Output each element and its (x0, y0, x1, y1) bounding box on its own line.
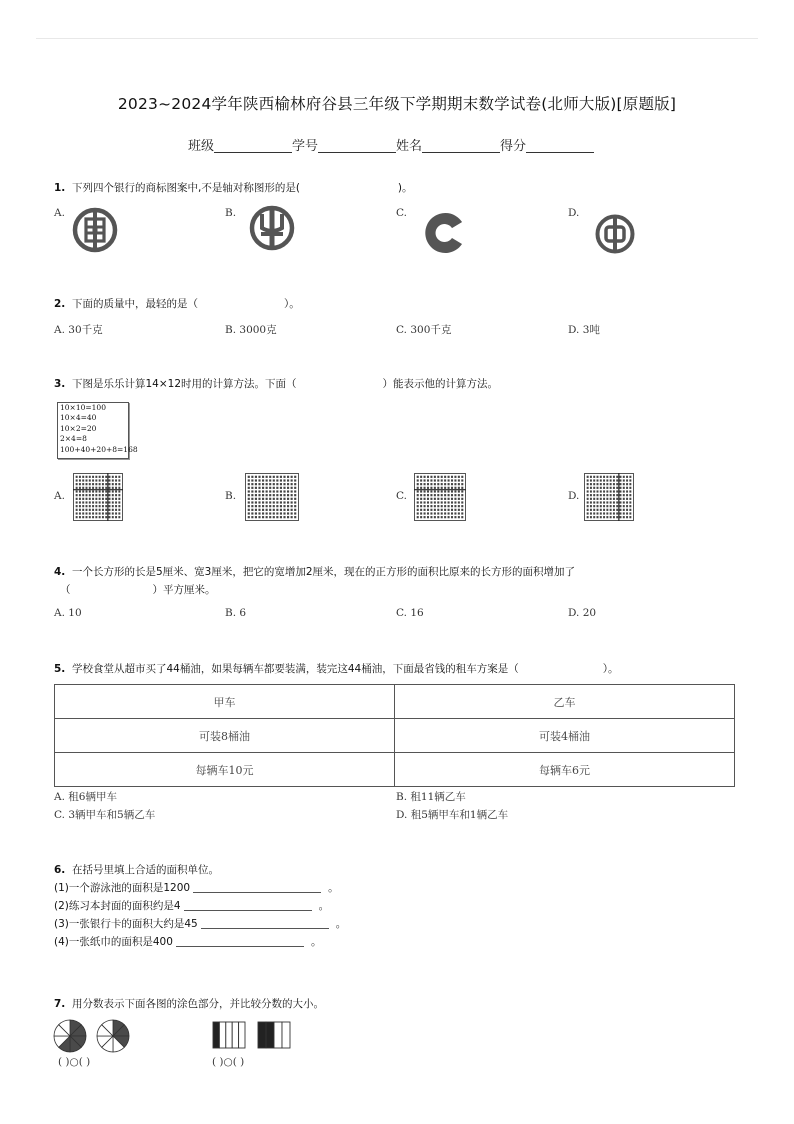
boc-logo-icon (594, 213, 636, 255)
pie-chart-left (53, 1019, 87, 1053)
student-info-row (188, 135, 594, 154)
dot-grid-option-c (414, 473, 466, 521)
question-text: 在括号里填上合适的面积单位。 (71, 864, 219, 876)
question-6 (54, 862, 219, 877)
bar-segment (213, 1022, 219, 1048)
question-7 (54, 996, 324, 1011)
table-cell: 每辆车10元 (55, 753, 395, 787)
q6-item-1 (54, 880, 339, 895)
name-blank (422, 138, 500, 153)
item-end: 。 (335, 918, 347, 930)
calc-line: 10×4=40 (60, 413, 97, 423)
calc-line: 100+40+20+8=168 (60, 444, 138, 454)
ccb-logo-icon (422, 210, 468, 256)
question-open: （ (60, 584, 71, 596)
table-cell: 可装4桶油 (395, 719, 735, 753)
bar-figure-left (212, 1021, 246, 1049)
rental-table (54, 684, 735, 787)
question-number: 1. (54, 182, 66, 194)
question-number: 2. (54, 298, 66, 310)
question-number: 7. (54, 998, 66, 1010)
item-end: 。 (328, 882, 339, 894)
q5-option-d: D. 租5辆甲车和1辆乙车 (396, 809, 509, 821)
question-3 (54, 376, 498, 391)
header-rule (36, 38, 758, 39)
question-close: ）平方厘米。 (152, 584, 216, 596)
question-text: 下列四个银行的商标图案中,不是轴对称图形的是( (71, 182, 300, 194)
question-close: ）。 (602, 663, 619, 675)
q2-option-b: B. 3000克 (225, 324, 277, 336)
q1-option-a-label: A. (54, 207, 65, 219)
calc-line: 2×4=8 (60, 434, 87, 444)
icbc-logo-icon (72, 207, 118, 253)
question-close: ）。 (283, 298, 300, 310)
q6-item-2 (54, 898, 329, 913)
abc-logo-icon (248, 204, 296, 252)
name-label: 姓名 (396, 139, 423, 154)
answer-blank[interactable] (176, 936, 304, 947)
pie-chart-right (96, 1019, 130, 1053)
table-cell: 每辆车6元 (395, 753, 735, 787)
question-close: ）能表示他的计算方法。 (382, 378, 499, 390)
question-text: 一个长方形的长是5厘米、宽3厘米，把它的宽增加2厘米，现在的正方形的面积比原来的长方形的面积增加了 (71, 566, 576, 578)
bar-segment (266, 1022, 274, 1048)
score-blank (526, 138, 594, 153)
question-5 (54, 661, 618, 676)
bar-segment (226, 1022, 232, 1048)
table-row (55, 753, 735, 787)
bar-segment (219, 1022, 225, 1048)
question-text: 下图是乐乐计算14×12时用的计算方法。下面（ (71, 378, 297, 390)
table-row (55, 719, 735, 753)
compare-left: ( )○( ) (58, 1056, 91, 1068)
table-cell: 可装8桶油 (55, 719, 395, 753)
table-cell: 甲车 (55, 685, 395, 719)
class-label: 班级 (188, 139, 215, 154)
table-cell: 乙车 (395, 685, 735, 719)
item-text: (1)一个游泳池的面积是1200 (54, 882, 191, 894)
q4-option-b: B. 6 (225, 607, 247, 619)
q3-option-c-label: C. (396, 490, 407, 502)
answer-blank[interactable] (193, 882, 321, 893)
bar-segment (274, 1022, 282, 1048)
question-4-line2 (60, 582, 216, 597)
dot-grid-option-b (245, 473, 299, 521)
q1-option-b-label: B. (225, 207, 237, 219)
q3-option-a-label: A. (54, 490, 65, 502)
question-text: 下面的质量中，最轻的是（ (71, 298, 198, 310)
number-label: 学号 (292, 139, 319, 154)
q6-item-4 (54, 934, 321, 949)
item-end: 。 (318, 900, 330, 912)
q3-option-b-label: B. (225, 490, 237, 502)
q4-option-c: C. 16 (396, 607, 424, 619)
q5-option-a: A. 租6辆甲车 (54, 791, 117, 803)
q4-option-a: A. 10 (54, 607, 82, 619)
calc-line: 10×2=20 (60, 423, 97, 433)
question-text: 用分数表示下面各图的涂色部分，并比较分数的大小。 (71, 998, 324, 1010)
q5-option-c: C. 3辆甲车和5辆乙车 (54, 809, 156, 821)
question-number: 6. (54, 864, 66, 876)
q6-item-3 (54, 916, 346, 931)
dot-grid-option-d (584, 473, 634, 521)
number-blank (318, 138, 396, 153)
question-4 (54, 564, 575, 579)
question-text: 学校食堂从超市买了44桶油，如果每辆车都要装满，装完这44桶油，下面最省钱的租车方案是（ (71, 663, 519, 675)
item-end: 。 (310, 936, 322, 948)
question-number: 5. (54, 663, 66, 675)
q1-option-d-label: D. (568, 207, 580, 219)
answer-blank[interactable] (201, 918, 329, 929)
score-label: 得分 (500, 139, 527, 154)
question-number: 4. (54, 566, 66, 578)
compare-right: ( )○( ) (212, 1056, 245, 1068)
item-text: (3)一张银行卡的面积大约是45 (54, 918, 198, 930)
item-text: (4)一张纸巾的面积是400 (54, 936, 173, 948)
dot-grid-option-a (73, 473, 123, 521)
answer-blank[interactable] (184, 900, 312, 911)
q3-option-d-label: D. (568, 490, 580, 502)
q1-option-c-label: C. (396, 207, 407, 219)
question-1 (54, 180, 413, 195)
page-title: 2023~2024学年陕西榆林府谷县三年级下学期期末数学试卷(北师大版)[原题版] (117, 95, 677, 113)
class-blank (214, 138, 292, 153)
question-number: 3. (54, 378, 66, 390)
calculation-box (57, 402, 138, 459)
item-text: (2)练习本封面的面积约是4 (54, 900, 181, 912)
bar-segment (258, 1022, 266, 1048)
bar-segment (232, 1022, 238, 1048)
q2-option-d: D. 3吨 (568, 324, 600, 336)
q4-option-d: D. 20 (568, 607, 597, 619)
q2-option-c: C. 300千克 (396, 324, 452, 336)
bar-segment (239, 1022, 245, 1048)
question-2 (54, 296, 300, 311)
bar-segment (282, 1022, 290, 1048)
q5-option-b: B. 租11辆乙车 (396, 791, 466, 803)
bar-figure-right (257, 1021, 291, 1049)
calc-line: 10×10=100 (60, 403, 106, 412)
q2-option-a: A. 30千克 (54, 324, 103, 336)
question-close: )。 (397, 182, 413, 194)
table-row (55, 685, 735, 719)
